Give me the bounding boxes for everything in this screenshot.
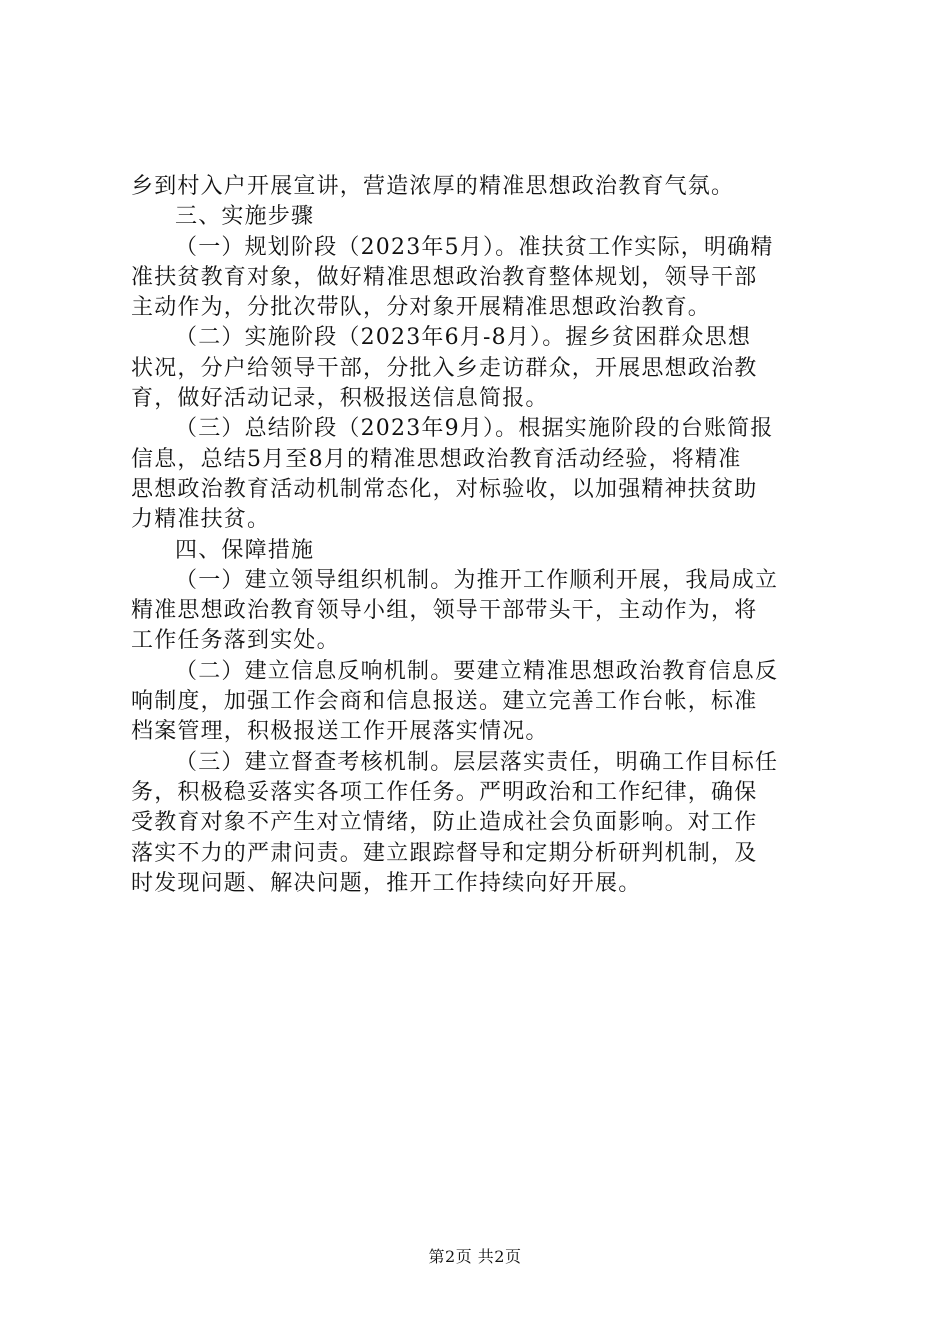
- text-line: 乡到村入户开展宣讲，营造浓厚的精准思想政治教育气氛。: [131, 174, 735, 199]
- text-line: 落实不力的严肃问责。建立跟踪督导和定期分析研判机制，及: [131, 840, 758, 866]
- text-line: 时发现问题、解决问题，推开工作持续向好开展。: [131, 870, 642, 896]
- text-line: 档案管理，积极报送工作开展落实情况。: [131, 719, 549, 745]
- text-line: 思想政治教育活动机制常态化，对标验收，以加强精神扶贫助: [131, 476, 758, 502]
- text-line: （三）建立督查考核机制。层层落实责任，明确工作目标任: [175, 749, 779, 775]
- text-line: 力精准扶贫。: [131, 507, 271, 533]
- text-line: 准扶贫教育对象，做好精准思想政治教育整体规划，领导干部: [131, 264, 758, 290]
- text-line: （一）规划阶段（2023年5月）。准扶贫工作实际，明确精: [175, 234, 774, 260]
- text-line: 状况，分户给领导干部，分批入乡走访群众，开展思想政治教: [131, 355, 758, 381]
- text-line: 精准思想政治教育领导小组，领导干部带头干，主动作为，将: [131, 598, 758, 624]
- text-line: （二）建立信息反响机制。要建立精准思想政治教育信息反: [175, 658, 779, 684]
- text-line: 务，积极稳妥落实各项工作任务。严明政治和工作纪律，确保: [131, 779, 758, 805]
- section-heading: 四、保障措施: [175, 537, 315, 563]
- section-heading: 三、实施步骤: [175, 204, 315, 230]
- text-line: 育，做好活动记录，积极报送信息简报。: [131, 386, 549, 412]
- text-line: 响制度，加强工作会商和信息报送。建立完善工作台帐，标准: [131, 689, 758, 715]
- text-line: 工作任务落到实处。: [131, 628, 340, 654]
- page-footer: 第2页 共2页: [428, 1247, 522, 1266]
- text-line: 信息，总结5月至8月的精准思想政治教育活动经验，将精准: [131, 446, 742, 472]
- text-line: （三）总结阶段（2023年9月）。根据实施阶段的台账简报: [175, 416, 774, 442]
- text-line: （二）实施阶段（2023年6月-8月）。握乡贫困群众思想: [175, 325, 752, 351]
- document-body: [131, 172, 831, 899]
- text-line: 主动作为，分批次带队，分对象开展精准思想政治教育。: [131, 295, 712, 321]
- text-line: （一）建立领导组织机制。为推开工作顺利开展，我局成立: [175, 567, 779, 593]
- text-line: 受教育对象不产生对立情绪，防止造成社会负面影响。对工作: [131, 810, 758, 836]
